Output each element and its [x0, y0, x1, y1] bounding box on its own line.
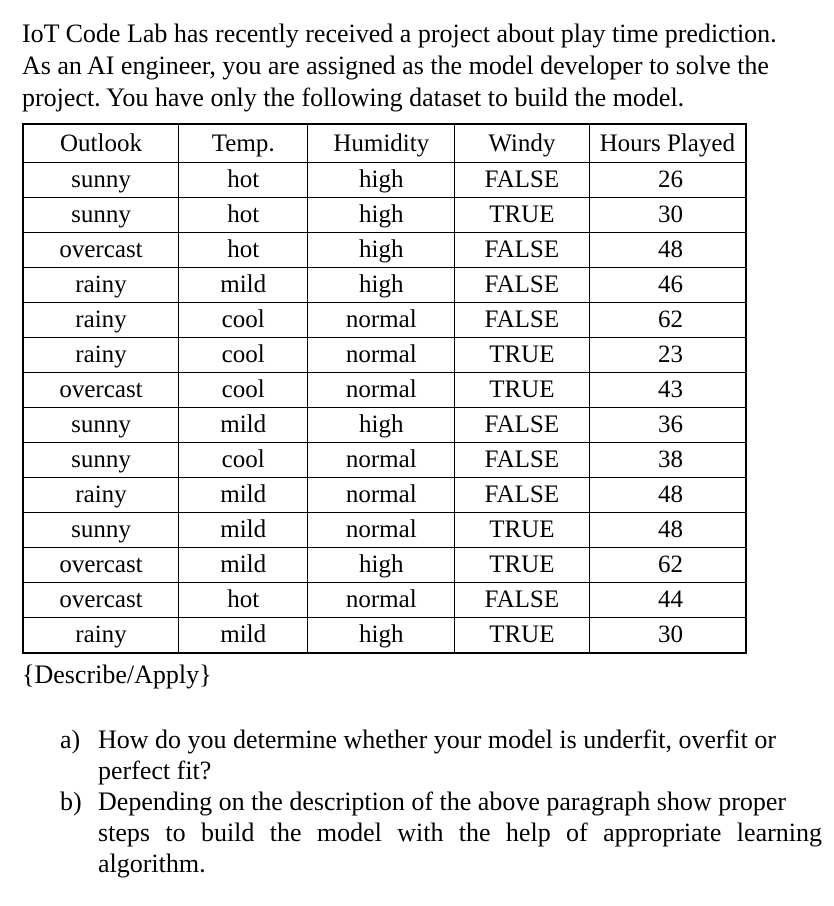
table-cell: cool: [178, 303, 308, 338]
column-header-hours-played: Hours Played: [589, 124, 746, 163]
table-cell: hot: [178, 198, 308, 233]
question-line: How do you determine whether your model is underfit, overfit or: [98, 725, 776, 754]
question-marker: a): [60, 725, 81, 754]
table-cell: FALSE: [455, 408, 590, 443]
table-cell: sunny: [23, 513, 178, 548]
question-line: Depending on the description of the above paragraph show proper: [98, 787, 787, 816]
table-cell: normal: [308, 373, 455, 408]
table-cell: TRUE: [455, 373, 590, 408]
table-cell: normal: [308, 338, 455, 373]
table-cell: high: [308, 198, 455, 233]
question-line: steps to build the model with the help of appropriate learning: [98, 818, 822, 847]
table-cell: 30: [589, 198, 746, 233]
table-cell: high: [308, 163, 455, 198]
table-cell: cool: [178, 338, 308, 373]
table-cell: rainy: [23, 303, 178, 338]
column-header-temp: Temp.: [178, 124, 308, 163]
table-cell: high: [308, 548, 455, 583]
table-cell: TRUE: [455, 618, 590, 654]
table-cell: hot: [178, 233, 308, 268]
table-cell: rainy: [23, 268, 178, 303]
table-row: [23, 163, 746, 198]
table-row: [23, 548, 746, 583]
question-item-b: [60, 786, 822, 879]
table-cell: 38: [589, 443, 746, 478]
table-cell: cool: [178, 443, 308, 478]
table-cell: rainy: [23, 478, 178, 513]
table-cell: 48: [589, 478, 746, 513]
table-cell: 44: [589, 583, 746, 618]
table-row: [23, 373, 746, 408]
table-row: [23, 338, 746, 373]
column-header-humidity: Humidity: [308, 124, 455, 163]
table-cell: TRUE: [455, 513, 590, 548]
table-cell: high: [308, 233, 455, 268]
column-header-outlook: Outlook: [23, 124, 178, 163]
table-cell: high: [308, 268, 455, 303]
table-row: [23, 198, 746, 233]
table-cell: 48: [589, 233, 746, 268]
intro-line: IoT Code Lab has recently received a project about play time prediction.: [22, 19, 777, 48]
question-line: algorithm.: [98, 849, 206, 878]
table-cell: 48: [589, 513, 746, 548]
question-marker: b): [60, 787, 82, 816]
table-cell: 46: [589, 268, 746, 303]
table-cell: overcast: [23, 373, 178, 408]
table-cell: 62: [589, 303, 746, 338]
question-list: [60, 724, 822, 879]
table-cell: mild: [178, 268, 308, 303]
question-item-a: [60, 724, 822, 786]
table-cell: hot: [178, 163, 308, 198]
table-cell: cool: [178, 373, 308, 408]
table-cell: TRUE: [455, 548, 590, 583]
table-cell: FALSE: [455, 233, 590, 268]
table-cell: FALSE: [455, 478, 590, 513]
table-cell: FALSE: [455, 163, 590, 198]
table-row: [23, 478, 746, 513]
table-cell: mild: [178, 548, 308, 583]
table-cell: TRUE: [455, 198, 590, 233]
table-row: [23, 268, 746, 303]
table-header-row: [23, 124, 746, 163]
table-row: [23, 618, 746, 654]
table-cell: FALSE: [455, 583, 590, 618]
table-cell: 62: [589, 548, 746, 583]
table-cell: overcast: [23, 548, 178, 583]
dataset-table: [22, 123, 747, 654]
intro-line: As an AI engineer, you are assigned as the model developer to solve the: [22, 51, 769, 80]
table-cell: FALSE: [455, 303, 590, 338]
table-cell: sunny: [23, 408, 178, 443]
table-cell: 36: [589, 408, 746, 443]
table-cell: FALSE: [455, 268, 590, 303]
table-cell: mild: [178, 618, 308, 654]
table-cell: TRUE: [455, 338, 590, 373]
table-cell: hot: [178, 583, 308, 618]
table-cell: high: [308, 618, 455, 654]
table-row: [23, 513, 746, 548]
intro-paragraph: [22, 18, 822, 114]
table-cell: mild: [178, 478, 308, 513]
table-cell: mild: [178, 408, 308, 443]
table-cell: 30: [589, 618, 746, 654]
table-cell: sunny: [23, 198, 178, 233]
table-cell: rainy: [23, 618, 178, 654]
table-cell: normal: [308, 443, 455, 478]
table-cell: 26: [589, 163, 746, 198]
question-tag: {Describe/Apply}: [22, 660, 212, 689]
table-cell: FALSE: [455, 443, 590, 478]
question-line: perfect fit?: [98, 756, 212, 785]
table-cell: 23: [589, 338, 746, 373]
table-row: [23, 443, 746, 478]
table-cell: normal: [308, 583, 455, 618]
table-row: [23, 583, 746, 618]
table-cell: sunny: [23, 163, 178, 198]
table-body: [23, 163, 746, 654]
table-cell: overcast: [23, 583, 178, 618]
table-cell: high: [308, 408, 455, 443]
table-cell: rainy: [23, 338, 178, 373]
table-cell: 43: [589, 373, 746, 408]
table-cell: normal: [308, 513, 455, 548]
table-cell: sunny: [23, 443, 178, 478]
table-row: [23, 408, 746, 443]
intro-line: project. You have only the following dataset to build the model.: [22, 83, 685, 112]
table-cell: mild: [178, 513, 308, 548]
table-row: [23, 233, 746, 268]
table-cell: normal: [308, 303, 455, 338]
table-row: [23, 303, 746, 338]
table-cell: overcast: [23, 233, 178, 268]
column-header-windy: Windy: [455, 124, 590, 163]
table-cell: normal: [308, 478, 455, 513]
